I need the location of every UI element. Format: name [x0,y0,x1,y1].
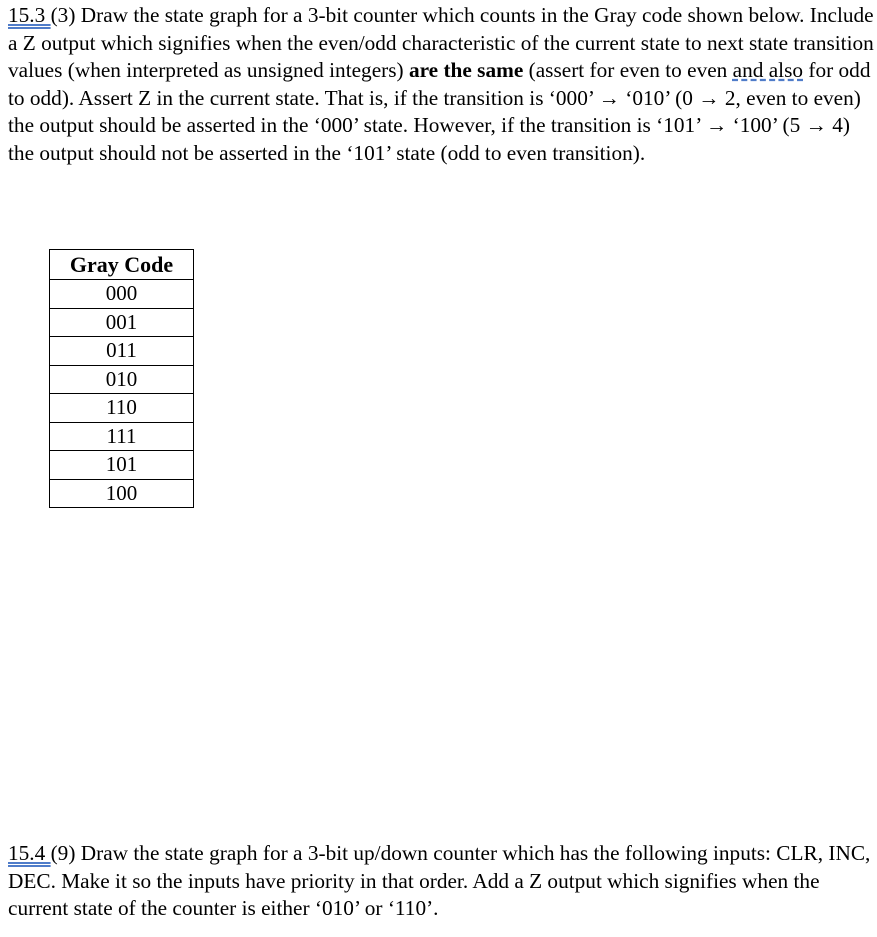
table-cell: 101 [50,451,194,480]
grammar-flagged-text: and also [732,58,804,83]
question-text: for odd to odd). Assert Z in the current state. That is, if the transition is ‘000’ → ‘010’ (0 → 2, even to even) the output should be asserted in the ‘000’ state. However, if the transition is ‘101’ → ‘100’ (5 → 4) the output should not be asserted in the ‘101’ state (odd to even transition). [8,58,871,165]
table-cell: 010 [50,365,194,394]
question-points: (9) [50,841,76,865]
question-number: 15.3 [8,3,51,27]
table-cell: 001 [50,308,194,337]
question-number: 15.4 [8,841,51,865]
question-points: (3) [50,3,76,27]
table-header: Gray Code [50,250,194,280]
gray-code-table [49,249,194,508]
table-cell: 000 [50,280,194,309]
table-cell: 111 [50,422,194,451]
emphasis-text: are the same [408,58,524,83]
question-15-4 [8,840,874,923]
table-cell: 100 [50,479,194,508]
question-15-3 [8,2,874,168]
question-text: (assert for even to even [523,58,733,83]
table-cell: 110 [50,394,194,423]
question-text: Draw the state graph for a 3-bit counter which counts in the Gray code shown below. Include a Z output which signifies when the even/odd characteristic of the current state to next state transition values (when interpreted as unsigned integers) [8,3,874,83]
question-text: Draw the state graph for a 3-bit up/down counter which has the following inputs: CLR, INC, DEC. Make it so the inputs have priority in that order. Add a Z output which signifies when the current state of the counter is either ‘010’ or ‘110’. [8,841,871,921]
table-cell: 011 [50,337,194,366]
